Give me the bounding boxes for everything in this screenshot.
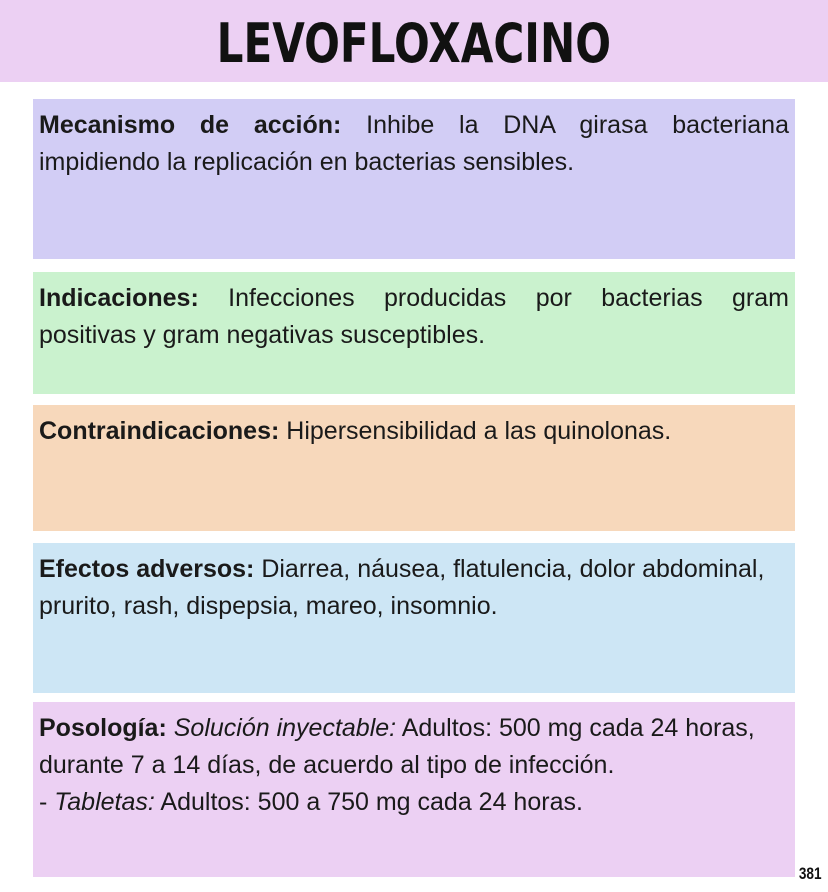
posologia-inyectable-label: Solución inyectable: xyxy=(173,714,397,742)
posologia-bullet: - xyxy=(39,788,55,816)
efectos-line-1 xyxy=(39,551,789,588)
section-indicaciones xyxy=(33,272,795,394)
posologia-label: Posología: xyxy=(39,714,167,742)
posologia-text-1: Adultos: 500 mg cada 24 horas, xyxy=(401,714,755,742)
section-efectos-adversos xyxy=(33,543,795,693)
page-number: 381 xyxy=(798,864,822,883)
mecanismo-line-1 xyxy=(39,107,789,144)
mecanismo-text-1: Inhibe la DNA girasa bacteriana xyxy=(366,111,789,139)
contraindicaciones-text-1: Hipersensibilidad a las quinolonas. xyxy=(286,417,672,445)
page-title: LEVOFLOXACINO xyxy=(216,11,612,75)
posologia-text-3: Adultos: 500 a 750 mg cada 24 horas. xyxy=(160,788,583,816)
indicaciones-label: Indicaciones: xyxy=(39,284,199,312)
efectos-text-2: prurito, rash, dispepsia, mareo, insomnio. xyxy=(39,592,498,620)
indicaciones-text-1: Infecciones producidas por bacterias gram xyxy=(228,284,789,312)
mecanismo-text-2: impidiendo la replicación en bacterias sensibles. xyxy=(39,148,575,176)
posologia-line-3 xyxy=(39,784,789,821)
posologia-tabletas-label: Tabletas: xyxy=(54,788,155,816)
section-posologia xyxy=(33,702,795,877)
contraindicaciones-label: Contraindicaciones: xyxy=(39,417,280,445)
efectos-label: Efectos adversos: xyxy=(39,555,255,583)
section-contraindicaciones xyxy=(33,405,795,531)
mecanismo-label: Mecanismo de acción: xyxy=(39,111,342,139)
posologia-line-1 xyxy=(39,710,789,747)
indicaciones-line-1 xyxy=(39,280,789,317)
section-mecanismo xyxy=(33,99,795,259)
efectos-text-1: Diarrea, náusea, flatulencia, dolor abdominal, xyxy=(261,555,765,583)
contraindicaciones-line-1 xyxy=(39,413,789,450)
posologia-text-2: durante 7 a 14 días, de acuerdo al tipo de infección. xyxy=(39,751,615,779)
indicaciones-text-2: positivas y gram negativas susceptibles. xyxy=(39,321,486,349)
header-banner xyxy=(0,0,828,82)
